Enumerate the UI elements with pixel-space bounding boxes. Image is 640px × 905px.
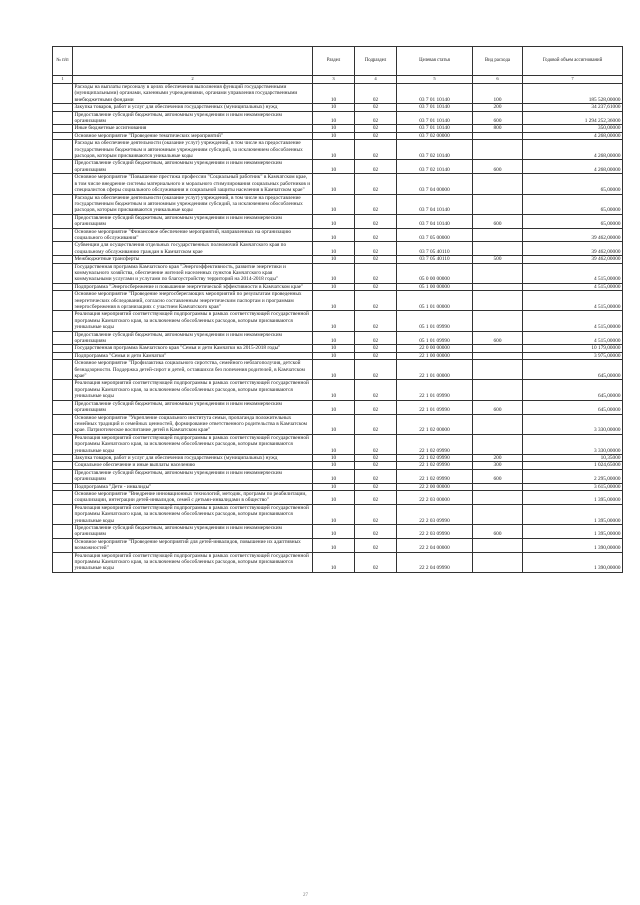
cell-name: Реализация мероприятий соответствующей подпрограммы в рамках соответствующей государственной программы Камчатского края, за исключением обособленных расходов, которым присваиваются уникальные коды	[73, 504, 313, 524]
cell-razdel: 10	[313, 311, 355, 331]
cell-csr: 03 7 05 40110	[397, 242, 473, 256]
cell-csr: 03 7 04 00000	[397, 174, 473, 194]
cell-razdel: 10	[313, 160, 355, 174]
cell-razdel: 10	[313, 352, 355, 359]
budget-table-sheet	[52, 46, 622, 573]
cell-razdel: 10	[313, 283, 355, 290]
cell-razdel: 10	[313, 483, 355, 490]
cell-amount: 65,00000	[523, 194, 623, 214]
cell-podrazdel: 02	[355, 263, 397, 283]
cell-amount: 39 462,00000	[523, 256, 623, 263]
cell-csr: 03 7 04 10140	[397, 214, 473, 228]
cell-name: Основное мероприятие "Проведение мероприятий для детей-инвалидов, повышение их адаптивных возможностей"	[73, 538, 313, 552]
cell-vr	[473, 263, 523, 283]
cell-num	[53, 469, 73, 483]
cell-name: Основное мероприятие "Проведение энергосберегающих мероприятий по результатам проведенных энергетических обследований, согласно составленным энергетическим паспортам и программам энергосбережения в организациях с участием Камчатского края"	[73, 291, 313, 311]
cell-podrazdel: 02	[355, 469, 397, 483]
cell-razdel: 10	[313, 538, 355, 552]
cell-vr	[473, 174, 523, 194]
cell-vr	[473, 504, 523, 524]
cell-podrazdel: 02	[355, 311, 397, 331]
cell-razdel: 10	[313, 214, 355, 228]
table-row	[53, 352, 623, 359]
cell-vr	[473, 140, 523, 160]
cell-vr	[473, 552, 523, 572]
cell-num	[53, 331, 73, 345]
cell-razdel: 10	[313, 469, 355, 483]
cell-name: Предоставление субсидий бюджетным, автономным учреждениям и иным некоммерческим организациям	[73, 111, 313, 125]
cell-razdel: 10	[313, 552, 355, 572]
cell-csr: 22 1 02 09990	[397, 454, 473, 461]
cell-amount: 3 615,00000	[523, 483, 623, 490]
cell-csr: 22 1 02 09990	[397, 434, 473, 454]
cell-csr: 22 1 01 09990	[397, 380, 473, 400]
cell-vr	[473, 345, 523, 352]
table-row	[53, 84, 623, 104]
cell-num	[53, 552, 73, 572]
cell-num	[53, 263, 73, 283]
cell-csr: 03 7 02 10140	[397, 140, 473, 160]
cell-num	[53, 504, 73, 524]
cell-vr	[473, 434, 523, 454]
cell-csr: 22 1 02 09990	[397, 469, 473, 483]
cell-name: Закупка товаров, работ и услуг для обеспечения государственных (муниципальных) нужд	[73, 104, 313, 111]
header-row	[53, 47, 623, 76]
cell-podrazdel: 02	[355, 345, 397, 352]
cell-name: Реализация мероприятий соответствующей подпрограммы в рамках соответствующей государственной программы Камчатского края, за исключением обособленных расходов, которым присваиваются уникальные коды	[73, 552, 313, 572]
cell-podrazdel: 02	[355, 84, 397, 104]
cell-num	[53, 380, 73, 400]
table-row	[53, 256, 623, 263]
cell-csr: 03 7 02 00000	[397, 132, 473, 139]
cell-vr	[473, 360, 523, 380]
cell-razdel: 10	[313, 454, 355, 461]
cell-csr: 03 7 01 10140	[397, 111, 473, 125]
cell-num	[53, 160, 73, 174]
cell-podrazdel: 02	[355, 174, 397, 194]
cell-csr: 22 2 03 09990	[397, 525, 473, 539]
cell-name: Расходы на выплаты персоналу в целях обеспечения выполнения функций государственными (муниципальными) органами, казенными учреждениями, органами управления государственными внебюджетными фондами	[73, 84, 313, 104]
table-row	[53, 504, 623, 524]
cell-csr: 22 0 00 00000	[397, 345, 473, 352]
cell-name: Предоставление субсидий бюджетным, автономным учреждениям и иным некоммерческим организациям	[73, 469, 313, 483]
cell-name: Государственная программа Камчатского края "Энергоэффективность, развитие энергетики и коммунального хозяйства, обеспечение жителей населенных пунктов Камчатского края коммунальными услугами и услугами по благоустройству территорий на 2014-2018 годы"	[73, 263, 313, 283]
cell-csr: 22 2 04 00000	[397, 538, 473, 552]
cell-podrazdel: 02	[355, 454, 397, 461]
cell-amount: 1 395,00000	[523, 504, 623, 524]
header-podrazdel: Подраздел	[355, 47, 397, 76]
table-row	[53, 434, 623, 454]
cell-amount: 4 515,00000	[523, 331, 623, 345]
cell-amount: 3 330,00000	[523, 434, 623, 454]
cell-name: Социальное обеспечение и иные выплаты населению	[73, 462, 313, 469]
cell-amount: 350,00000	[523, 125, 623, 132]
cell-amount: 1 395,00000	[523, 490, 623, 504]
cell-num	[53, 228, 73, 242]
cell-name: Расходы на обеспечение деятельности (оказание услуг) учреждений, в том числе на предоставление государственным бюджетным и автономным учреждениям субсидий, за исключением обособленных расходов, которым присваиваются уникальные коды	[73, 140, 313, 160]
cell-vr: 600	[473, 331, 523, 345]
cell-podrazdel: 02	[355, 242, 397, 256]
cell-razdel: 10	[313, 194, 355, 214]
cell-csr: 03 7 05 40110	[397, 256, 473, 263]
cell-podrazdel: 02	[355, 331, 397, 345]
table-row	[53, 414, 623, 434]
cell-amount: 2 295,00000	[523, 469, 623, 483]
cell-name: Реализация мероприятий соответствующей подпрограммы в рамках соответствующей государственной программы Камчатского края, за исключением обособленных расходов, которым присваиваются уникальные коды	[73, 311, 313, 331]
cell-num	[53, 352, 73, 359]
cell-vr: 600	[473, 525, 523, 539]
cell-razdel: 10	[313, 504, 355, 524]
cell-vr: 500	[473, 256, 523, 263]
cell-num	[53, 104, 73, 111]
cell-name: Межбюджетные трансферты	[73, 256, 313, 263]
cell-razdel: 10	[313, 525, 355, 539]
cell-podrazdel: 02	[355, 132, 397, 139]
cell-num	[53, 360, 73, 380]
cell-num	[53, 483, 73, 490]
cell-razdel: 10	[313, 104, 355, 111]
table-row	[53, 360, 623, 380]
table-row	[53, 132, 623, 139]
cell-num	[53, 214, 73, 228]
cell-razdel: 10	[313, 84, 355, 104]
index-cell: 2	[73, 76, 313, 84]
cell-podrazdel: 02	[355, 228, 397, 242]
table-row	[53, 400, 623, 414]
cell-name: Предоставление субсидий бюджетным, автономным учреждениям и иным некоммерческим организациям	[73, 400, 313, 414]
cell-num	[53, 140, 73, 160]
header-name	[73, 47, 313, 76]
cell-razdel: 10	[313, 380, 355, 400]
cell-amount: 4 268,00000	[523, 160, 623, 174]
table-row	[53, 214, 623, 228]
table-row	[53, 291, 623, 311]
cell-podrazdel: 02	[355, 291, 397, 311]
cell-amount: 1 024,65000	[523, 462, 623, 469]
cell-razdel: 10	[313, 462, 355, 469]
cell-podrazdel: 02	[355, 504, 397, 524]
cell-num	[53, 174, 73, 194]
cell-podrazdel: 02	[355, 104, 397, 111]
cell-csr: 22 1 01 00000	[397, 360, 473, 380]
cell-csr: 05 1 01 00000	[397, 291, 473, 311]
cell-amount: 39 462,00000	[523, 228, 623, 242]
table-row	[53, 263, 623, 283]
cell-name: Иные бюджетные ассигнования	[73, 125, 313, 132]
cell-amount: 10,35000	[523, 454, 623, 461]
cell-vr	[473, 483, 523, 490]
cell-vr	[473, 132, 523, 139]
cell-vr	[473, 194, 523, 214]
cell-razdel: 10	[313, 174, 355, 194]
table-row	[53, 194, 623, 214]
cell-name: Основное мероприятие "Проведение тематических мероприятий"	[73, 132, 313, 139]
table-row	[53, 174, 623, 194]
cell-amount: 1 294 252,36000	[523, 111, 623, 125]
cell-num	[53, 256, 73, 263]
cell-razdel: 10	[313, 331, 355, 345]
cell-csr: 22 2 03 09990	[397, 504, 473, 524]
cell-num	[53, 194, 73, 214]
cell-vr	[473, 228, 523, 242]
page-number: 27	[303, 893, 308, 898]
cell-razdel: 10	[313, 256, 355, 263]
cell-csr: 03 7 04 10140	[397, 194, 473, 214]
cell-razdel: 10	[313, 490, 355, 504]
cell-amount: 645,00000	[523, 360, 623, 380]
table-row	[53, 111, 623, 125]
cell-name: Предоставление субсидий бюджетным, автономным учреждениям и иным некоммерческим организациям	[73, 160, 313, 174]
table-row	[53, 140, 623, 160]
cell-csr: 22 1 02 00000	[397, 414, 473, 434]
cell-vr: 600	[473, 469, 523, 483]
cell-name: Предоставление субсидий бюджетным, автономным учреждениям и иным некоммерческим организациям	[73, 525, 313, 539]
cell-csr: 05 1 01 09990	[397, 311, 473, 331]
cell-csr: 05 0 00 00000	[397, 263, 473, 283]
cell-amount: 1 390,00000	[523, 552, 623, 572]
cell-vr	[473, 490, 523, 504]
cell-num	[53, 454, 73, 461]
cell-vr	[473, 352, 523, 359]
cell-amount: 3 330,00000	[523, 414, 623, 434]
cell-razdel: 10	[313, 263, 355, 283]
cell-podrazdel: 02	[355, 483, 397, 490]
cell-num	[53, 345, 73, 352]
cell-name: Субвенции для осуществления отдельных государственных полномочий Камчатского края по социальному обслуживанию граждан в Камчатском крае	[73, 242, 313, 256]
cell-num	[53, 84, 73, 104]
cell-razdel: 10	[313, 228, 355, 242]
table-row	[53, 552, 623, 572]
cell-csr: 22 2 00 00000	[397, 483, 473, 490]
index-row	[53, 76, 623, 84]
cell-podrazdel: 02	[355, 552, 397, 572]
cell-csr: 03 7 01 10140	[397, 84, 473, 104]
header-razdel: Раздел	[313, 47, 355, 76]
cell-podrazdel: 02	[355, 414, 397, 434]
table-row	[53, 345, 623, 352]
cell-vr: 100	[473, 84, 523, 104]
table-row	[53, 311, 623, 331]
cell-name: Основное мероприятие "Профилактика социального сиротства, семейного неблагополучия, детской безнадзорности. Поддержка детей-сирот и детей, оставшихся без попечения родителей, в Камчатском крае"	[73, 360, 313, 380]
cell-podrazdel: 02	[355, 214, 397, 228]
cell-amount: 4 515,00000	[523, 291, 623, 311]
cell-amount: 3 975,00000	[523, 352, 623, 359]
cell-podrazdel: 02	[355, 434, 397, 454]
cell-podrazdel: 02	[355, 400, 397, 414]
table-row	[53, 380, 623, 400]
table-row	[53, 228, 623, 242]
table-row	[53, 454, 623, 461]
cell-podrazdel: 02	[355, 380, 397, 400]
index-cell: 4	[355, 76, 397, 84]
cell-amount: 1 395,00000	[523, 525, 623, 539]
cell-vr	[473, 414, 523, 434]
cell-num	[53, 283, 73, 290]
cell-podrazdel: 02	[355, 525, 397, 539]
cell-csr: 05 1 00 00000	[397, 283, 473, 290]
cell-name: Основное мероприятие "Укрепление социального института семьи, пропаганда положительных семейных традиций и семейных ценностей, формирование ответственного родительства в Камчатском крае. Патриотическое воспитание детей в Камчатском крае"	[73, 414, 313, 434]
cell-csr: 22 1 00 00000	[397, 352, 473, 359]
cell-podrazdel: 02	[355, 283, 397, 290]
table-row	[53, 160, 623, 174]
cell-amount: 645,00000	[523, 400, 623, 414]
table-row	[53, 462, 623, 469]
index-cell: 6	[473, 76, 523, 84]
cell-num	[53, 525, 73, 539]
cell-podrazdel: 02	[355, 194, 397, 214]
cell-num	[53, 434, 73, 454]
cell-name: Реализация мероприятий соответствующей подпрограммы в рамках соответствующей государственной программы Камчатского края, за исключением обособленных расходов, которым присваиваются уникальные коды	[73, 380, 313, 400]
index-cell: 5	[397, 76, 473, 84]
cell-amount: 4 268,00000	[523, 132, 623, 139]
cell-num	[53, 311, 73, 331]
cell-vr: 300	[473, 462, 523, 469]
cell-razdel: 10	[313, 414, 355, 434]
cell-vr	[473, 242, 523, 256]
cell-name: Основное мероприятие "Внедрение инновационных технологий, методик, программ по реабилитации, социализации, интеграции детей-инвалидов, семей с детьми-инвалидами в общество"	[73, 490, 313, 504]
cell-razdel: 10	[313, 242, 355, 256]
cell-razdel: 10	[313, 291, 355, 311]
cell-num	[53, 538, 73, 552]
cell-amount: 10 179,00000	[523, 345, 623, 352]
cell-amount: 34 237,61000	[523, 104, 623, 111]
budget-table	[52, 46, 623, 573]
cell-name: Основное мероприятие "Повышение престижа профессии "Социальный работник" в Камчатском крае, в том числе внедрение системы материального и морального стимулирования социальных работников и специалистов сферы социального обслуживания и социальной защиты населения в Камчатском крае"	[73, 174, 313, 194]
table-row	[53, 525, 623, 539]
cell-amount: 4 515,00000	[523, 311, 623, 331]
cell-num	[53, 462, 73, 469]
cell-csr: 05 1 01 09990	[397, 331, 473, 345]
cell-name: Расходы на обеспечение деятельности (оказание услуг) учреждений, в том числе на предоставление государственным бюджетным и автономным учреждениям субсидий, за исключением обособленных расходов, которым присваиваются уникальные коды	[73, 194, 313, 214]
table-row	[53, 483, 623, 490]
index-cell: 7	[523, 76, 623, 84]
cell-num	[53, 400, 73, 414]
cell-name: Предоставление субсидий бюджетным, автономным учреждениям и иным некоммерческим организациям	[73, 331, 313, 345]
cell-vr: 600	[473, 400, 523, 414]
cell-podrazdel: 02	[355, 140, 397, 160]
cell-csr: 22 1 02 09990	[397, 462, 473, 469]
cell-name: Предоставление субсидий бюджетным, автономным учреждениям и иным некоммерческим организациям	[73, 214, 313, 228]
cell-name: Подпрограмма "Энергосбережение и повышение энергетической эффективности в Камчатском крае"	[73, 283, 313, 290]
cell-name: Подпрограмма "Дети - инвалиды"	[73, 483, 313, 490]
cell-name: Основное мероприятие "Финансовое обеспечение мероприятий, направленных на организацию социального обслуживания"	[73, 228, 313, 242]
cell-csr: 03 7 02 10140	[397, 160, 473, 174]
header-amount: Годовой объем ассигнований	[523, 47, 623, 76]
cell-amount: 185 528,00000	[523, 84, 623, 104]
cell-vr: 600	[473, 214, 523, 228]
cell-podrazdel: 02	[355, 538, 397, 552]
cell-razdel: 10	[313, 140, 355, 160]
table-row	[53, 104, 623, 111]
table-row	[53, 538, 623, 552]
cell-csr: 03 7 01 10140	[397, 104, 473, 111]
table-row	[53, 490, 623, 504]
cell-podrazdel: 02	[355, 360, 397, 380]
header-num: № п/п	[53, 47, 73, 76]
cell-amount: 65,00000	[523, 214, 623, 228]
cell-num	[53, 132, 73, 139]
cell-amount: 645,00000	[523, 380, 623, 400]
cell-podrazdel: 02	[355, 256, 397, 263]
cell-razdel: 10	[313, 360, 355, 380]
cell-razdel: 10	[313, 400, 355, 414]
table-row	[53, 242, 623, 256]
cell-amount: 39 462,00000	[523, 242, 623, 256]
cell-vr	[473, 291, 523, 311]
cell-vr: 600	[473, 160, 523, 174]
cell-podrazdel: 02	[355, 125, 397, 132]
cell-amount: 65,00000	[523, 174, 623, 194]
cell-amount: 4 515,00000	[523, 283, 623, 290]
cell-vr	[473, 380, 523, 400]
cell-vr: 200	[473, 454, 523, 461]
cell-num	[53, 125, 73, 132]
table-row	[53, 331, 623, 345]
cell-num	[53, 111, 73, 125]
cell-razdel: 10	[313, 345, 355, 352]
table-row	[53, 125, 623, 132]
index-cell: 3	[313, 76, 355, 84]
cell-razdel: 10	[313, 434, 355, 454]
cell-num	[53, 414, 73, 434]
cell-podrazdel: 02	[355, 111, 397, 125]
cell-name: Закупка товаров, работ и услуг для обеспечения государственных (муниципальных) нужд	[73, 454, 313, 461]
cell-num	[53, 291, 73, 311]
cell-razdel: 10	[313, 125, 355, 132]
cell-vr	[473, 538, 523, 552]
cell-num	[53, 490, 73, 504]
cell-name: Реализация мероприятий соответствующей подпрограммы в рамках соответствующей государственной программы Камчатского края, за исключением обособленных расходов, которым присваиваются уникальные коды	[73, 434, 313, 454]
cell-vr	[473, 283, 523, 290]
header-vr: Вид расхода	[473, 47, 523, 76]
cell-razdel: 10	[313, 111, 355, 125]
cell-vr: 800	[473, 125, 523, 132]
header-csr: Целевая статья	[397, 47, 473, 76]
index-cell: 1	[53, 76, 73, 84]
cell-podrazdel: 02	[355, 462, 397, 469]
cell-amount: 4 515,00000	[523, 263, 623, 283]
cell-csr: 03 7 05 00000	[397, 228, 473, 242]
cell-vr: 200	[473, 104, 523, 111]
cell-name: Подпрограмма "Семья и дети Камчатки"	[73, 352, 313, 359]
cell-vr	[473, 311, 523, 331]
cell-amount: 1 390,00000	[523, 538, 623, 552]
cell-csr: 22 2 03 00000	[397, 490, 473, 504]
cell-num	[53, 242, 73, 256]
cell-csr: 22 2 04 09990	[397, 552, 473, 572]
table-row	[53, 469, 623, 483]
table-row	[53, 283, 623, 290]
cell-amount: 4 268,00000	[523, 140, 623, 160]
cell-razdel: 10	[313, 132, 355, 139]
cell-podrazdel: 02	[355, 160, 397, 174]
cell-csr: 22 1 01 09990	[397, 400, 473, 414]
cell-podrazdel: 02	[355, 490, 397, 504]
cell-name: Государственная программа Камчатского края "Семья и дети Камчатки на 2015-2018 годы"	[73, 345, 313, 352]
cell-csr: 03 7 01 10140	[397, 125, 473, 132]
cell-podrazdel: 02	[355, 352, 397, 359]
cell-vr: 600	[473, 111, 523, 125]
